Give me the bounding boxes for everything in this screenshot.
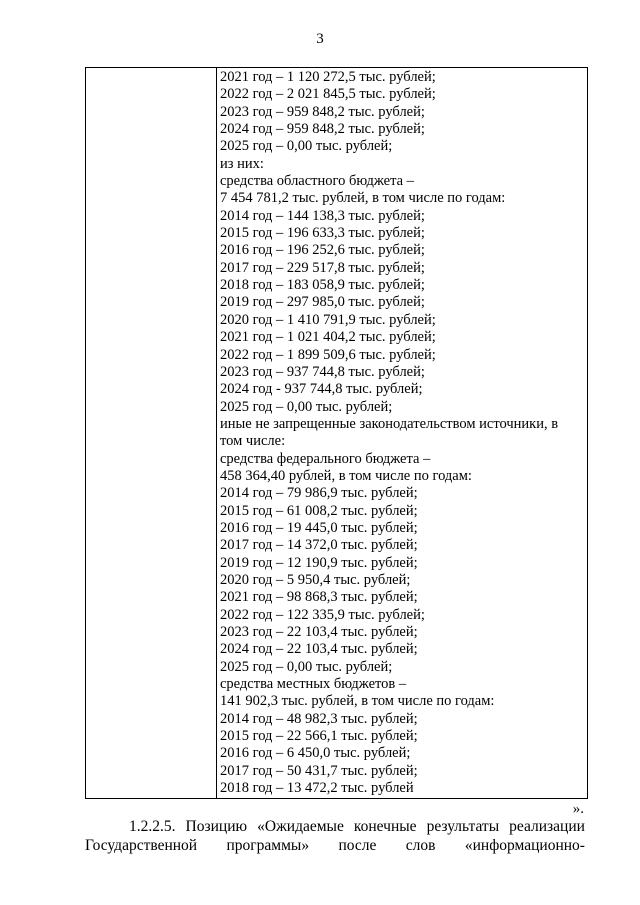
funding-line: 2024 год - 937 744,8 тыс. рублей; bbox=[220, 381, 423, 398]
word: «информационно- bbox=[464, 837, 585, 854]
funding-line: 2024 год – 22 103,4 тыс. рублей; bbox=[220, 641, 418, 658]
funding-line: 2019 год – 297 985,0 тыс. рублей; bbox=[220, 294, 425, 311]
column-divider bbox=[216, 68, 217, 798]
word: результаты bbox=[426, 818, 500, 835]
funding-line: 2014 год – 79 986,9 тыс. рублей; bbox=[220, 485, 418, 502]
word: программы» bbox=[226, 837, 310, 854]
word: реализации bbox=[509, 818, 585, 835]
funding-line: 2022 год – 1 899 509,6 тыс. рублей; bbox=[220, 346, 436, 363]
funding-line: 2016 год – 6 450,0 тыс. рублей; bbox=[220, 745, 411, 762]
word: после bbox=[338, 837, 377, 854]
funding-line: 7 454 781,2 тыс. рублей, в том числе по годам: bbox=[220, 190, 506, 207]
word: «Ожидаемые bbox=[257, 818, 344, 835]
funding-line: 2020 год – 5 950,4 тыс. рублей; bbox=[220, 571, 411, 588]
funding-line: 2021 год – 1 021 404,2 тыс. рублей; bbox=[220, 329, 436, 346]
funding-line: 2015 год – 22 566,1 тыс. рублей; bbox=[220, 728, 418, 745]
funding-line: 2021 год – 1 120 272,5 тыс. рублей; bbox=[220, 69, 436, 85]
funding-line: 2020 год – 1 410 791,9 тыс. рублей; bbox=[220, 311, 436, 328]
funding-line: 2016 год – 196 252,6 тыс. рублей; bbox=[220, 242, 425, 259]
closing-quote-mark: ». bbox=[572, 801, 584, 817]
funding-line: 2025 год – 0,00 тыс. рублей; bbox=[220, 138, 393, 155]
funding-table bbox=[85, 67, 588, 799]
word: слов bbox=[405, 837, 436, 854]
funding-line: 2016 год – 19 445,0 тыс. рублей; bbox=[220, 519, 418, 536]
funding-line: 2024 год – 959 848,2 тыс. рублей; bbox=[220, 121, 425, 138]
paragraph-line-2 bbox=[85, 836, 585, 855]
funding-line: 2017 год – 14 372,0 тыс. рублей; bbox=[220, 537, 418, 554]
word: Государственной bbox=[85, 837, 198, 854]
funding-line: 2018 год – 183 058,9 тыс. рублей; bbox=[220, 277, 425, 294]
funding-line: 2014 год – 144 138,3 тыс. рублей; bbox=[220, 207, 425, 224]
funding-line: средства областного бюджета – bbox=[220, 173, 414, 190]
funding-details-cell bbox=[220, 69, 583, 797]
funding-line: 2014 год – 48 982,3 тыс. рублей; bbox=[220, 710, 418, 727]
funding-line: 2023 год – 22 103,4 тыс. рублей; bbox=[220, 624, 418, 640]
funding-line: 2018 год – 13 472,2 тыс. рублей bbox=[220, 780, 414, 797]
funding-line: иные не запрещенные законодательством источники, в bbox=[220, 415, 559, 432]
funding-line: 2015 год – 196 633,3 тыс. рублей; bbox=[220, 225, 425, 242]
funding-line: 2019 год – 12 190,9 тыс. рублей; bbox=[220, 554, 418, 571]
funding-line: 2023 год – 937 744,8 тыс. рублей; bbox=[220, 363, 425, 380]
word: конечные bbox=[353, 818, 417, 835]
funding-line: 2017 год – 50 431,7 тыс. рублей; bbox=[220, 762, 418, 779]
paragraph-1-2-2-5 bbox=[85, 817, 585, 855]
funding-line: 2022 год – 122 335,9 тыс. рублей; bbox=[220, 606, 425, 623]
funding-line: 2025 год – 0,00 тыс. рублей; bbox=[220, 398, 393, 415]
funding-line: 141 902,3 тыс. рублей, в том числе по годам: bbox=[220, 693, 495, 710]
funding-line: средства федерального бюджета – bbox=[220, 450, 431, 467]
funding-line: 2023 год – 959 848,2 тыс. рублей; bbox=[220, 103, 425, 120]
funding-line: 458 364,40 рублей, в том числе по годам: bbox=[220, 467, 472, 484]
funding-line: из них: bbox=[220, 155, 264, 172]
funding-line: средства местных бюджетов – bbox=[220, 676, 407, 693]
funding-line: 2022 год – 2 021 845,5 тыс. рублей; bbox=[220, 86, 436, 103]
paragraph-line-1 bbox=[85, 817, 585, 836]
funding-line: 2021 год – 98 868,3 тыс. рублей; bbox=[220, 589, 418, 606]
funding-line: 2017 год – 229 517,8 тыс. рублей; bbox=[220, 259, 425, 276]
funding-line: 2025 год – 0,00 тыс. рублей; bbox=[220, 658, 393, 675]
funding-line: том числе: bbox=[220, 433, 286, 450]
word: Позицию bbox=[185, 818, 248, 835]
page-number: 3 bbox=[316, 31, 324, 47]
funding-line: 2015 год – 61 008,2 тыс. рублей; bbox=[220, 502, 418, 519]
word: 1.2.2.5. bbox=[129, 818, 176, 835]
